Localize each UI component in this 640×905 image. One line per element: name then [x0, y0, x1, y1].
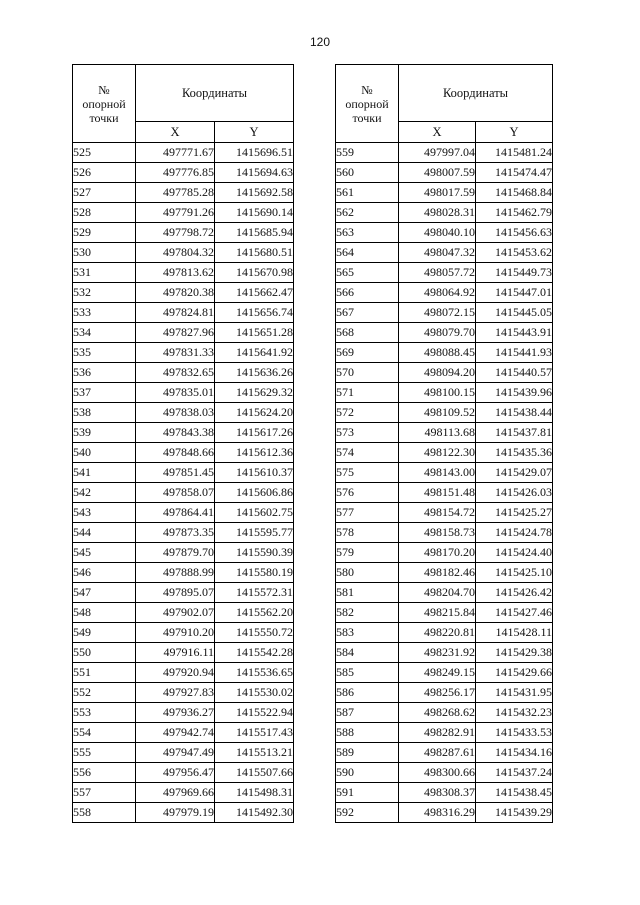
y-coordinate-cell: 1415670.98 [215, 263, 294, 283]
y-coordinate-cell: 1415624.20 [215, 403, 294, 423]
x-coordinate-cell: 497969.66 [136, 783, 215, 803]
point-number-cell: 576 [336, 483, 399, 503]
table-row [73, 343, 294, 363]
x-coordinate-cell: 497771.67 [136, 143, 215, 163]
x-coordinate-cell: 497858.07 [136, 483, 215, 503]
table-row [336, 563, 553, 583]
y-column-header: Y [215, 122, 294, 143]
table-row [336, 643, 553, 663]
x-coordinate-cell: 497864.41 [136, 503, 215, 523]
y-coordinate-cell: 1415690.14 [215, 203, 294, 223]
point-number-cell: 555 [73, 743, 136, 763]
point-number-cell: 566 [336, 283, 399, 303]
table-row [73, 683, 294, 703]
point-number-cell: 591 [336, 783, 399, 803]
x-column-header: X [136, 122, 215, 143]
x-coordinate-cell: 498154.72 [399, 503, 476, 523]
table-row [73, 783, 294, 803]
y-coordinate-cell: 1415447.01 [476, 283, 553, 303]
x-coordinate-cell: 498151.48 [399, 483, 476, 503]
table-row [73, 523, 294, 543]
y-coordinate-cell: 1415513.21 [215, 743, 294, 763]
table-row [73, 763, 294, 783]
table-row [73, 663, 294, 683]
point-number-cell: 586 [336, 683, 399, 703]
table-row [336, 183, 553, 203]
y-coordinate-cell: 1415449.73 [476, 263, 553, 283]
y-coordinate-cell: 1415445.05 [476, 303, 553, 323]
y-coordinate-cell: 1415606.86 [215, 483, 294, 503]
table-row [336, 623, 553, 643]
point-number-cell: 575 [336, 463, 399, 483]
point-number-cell: 546 [73, 563, 136, 583]
point-number-cell: 556 [73, 763, 136, 783]
y-coordinate-cell: 1415462.79 [476, 203, 553, 223]
y-coordinate-cell: 1415427.46 [476, 603, 553, 623]
table-row [336, 783, 553, 803]
table-row [336, 503, 553, 523]
point-number-cell: 557 [73, 783, 136, 803]
table-row [336, 283, 553, 303]
x-coordinate-cell: 497916.11 [136, 643, 215, 663]
table-row [73, 483, 294, 503]
point-number-cell: 535 [73, 343, 136, 363]
table-row [336, 263, 553, 283]
x-coordinate-cell: 498249.15 [399, 663, 476, 683]
y-coordinate-cell: 1415429.38 [476, 643, 553, 663]
y-column-header: Y [476, 122, 553, 143]
x-coordinate-cell: 497927.83 [136, 683, 215, 703]
y-coordinate-cell: 1415426.03 [476, 483, 553, 503]
point-number-cell: 537 [73, 383, 136, 403]
y-coordinate-cell: 1415453.62 [476, 243, 553, 263]
x-coordinate-cell: 497838.03 [136, 403, 215, 423]
point-number-cell: 587 [336, 703, 399, 723]
x-coordinate-cell: 497791.26 [136, 203, 215, 223]
point-number-header-line-1: № [98, 82, 110, 97]
table-row [73, 223, 294, 243]
point-number-cell: 528 [73, 203, 136, 223]
table-row [336, 683, 553, 703]
y-coordinate-cell: 1415696.51 [215, 143, 294, 163]
x-coordinate-cell: 497997.04 [399, 143, 476, 163]
table-row [73, 463, 294, 483]
point-number-cell: 531 [73, 263, 136, 283]
y-coordinate-cell: 1415636.26 [215, 363, 294, 383]
point-number-cell: 534 [73, 323, 136, 343]
y-coordinate-cell: 1415550.72 [215, 623, 294, 643]
x-coordinate-cell: 498256.17 [399, 683, 476, 703]
table-row [73, 803, 294, 823]
x-coordinate-cell: 497785.28 [136, 183, 215, 203]
y-coordinate-cell: 1415498.31 [215, 783, 294, 803]
point-number-cell: 541 [73, 463, 136, 483]
y-coordinate-cell: 1415425.27 [476, 503, 553, 523]
point-number-cell: 551 [73, 663, 136, 683]
y-coordinate-cell: 1415492.30 [215, 803, 294, 823]
table-row [336, 763, 553, 783]
point-number-cell: 561 [336, 183, 399, 203]
page-number: 120 [309, 35, 331, 49]
coordinates-table-left [72, 64, 294, 823]
table-row [336, 423, 553, 443]
table-row [336, 443, 553, 463]
x-coordinate-cell: 498182.46 [399, 563, 476, 583]
point-number-cell: 543 [73, 503, 136, 523]
right-table-body [336, 143, 553, 823]
y-coordinate-cell: 1415680.51 [215, 243, 294, 263]
y-coordinate-cell: 1415617.26 [215, 423, 294, 443]
y-coordinate-cell: 1415572.31 [215, 583, 294, 603]
table-row [336, 323, 553, 343]
table-row [336, 223, 553, 243]
y-coordinate-cell: 1415438.45 [476, 783, 553, 803]
table-row [73, 543, 294, 563]
y-coordinate-cell: 1415629.32 [215, 383, 294, 403]
table-row [336, 723, 553, 743]
x-coordinate-cell: 498113.68 [399, 423, 476, 443]
table-row [73, 443, 294, 463]
point-number-header [336, 65, 399, 143]
x-coordinate-cell: 497888.99 [136, 563, 215, 583]
table-row [73, 703, 294, 723]
y-coordinate-cell: 1415435.36 [476, 443, 553, 463]
x-coordinate-cell: 497843.38 [136, 423, 215, 443]
x-coordinate-cell: 497910.20 [136, 623, 215, 643]
table-row [336, 463, 553, 483]
y-coordinate-cell: 1415439.29 [476, 803, 553, 823]
point-number-cell: 553 [73, 703, 136, 723]
x-coordinate-cell: 498204.70 [399, 583, 476, 603]
y-coordinate-cell: 1415432.23 [476, 703, 553, 723]
y-coordinate-cell: 1415468.84 [476, 183, 553, 203]
x-coordinate-cell: 498109.52 [399, 403, 476, 423]
table-row [73, 583, 294, 603]
point-number-cell: 568 [336, 323, 399, 343]
table-row [73, 363, 294, 383]
y-coordinate-cell: 1415517.43 [215, 723, 294, 743]
table-row [336, 403, 553, 423]
x-coordinate-cell: 497920.94 [136, 663, 215, 683]
point-number-cell: 545 [73, 543, 136, 563]
point-number-cell: 592 [336, 803, 399, 823]
table-row [73, 283, 294, 303]
x-coordinate-cell: 497835.01 [136, 383, 215, 403]
y-coordinate-cell: 1415651.28 [215, 323, 294, 343]
point-number-cell: 542 [73, 483, 136, 503]
x-coordinate-cell: 497776.85 [136, 163, 215, 183]
table-row [336, 143, 553, 163]
point-number-cell: 570 [336, 363, 399, 383]
x-coordinate-cell: 498287.61 [399, 743, 476, 763]
point-number-cell: 572 [336, 403, 399, 423]
point-number-cell: 562 [336, 203, 399, 223]
y-coordinate-cell: 1415595.77 [215, 523, 294, 543]
y-coordinate-cell: 1415641.92 [215, 343, 294, 363]
point-number-cell: 585 [336, 663, 399, 683]
x-coordinate-cell: 498079.70 [399, 323, 476, 343]
point-number-header-line-3: точки [352, 110, 382, 125]
x-coordinate-cell: 498143.00 [399, 463, 476, 483]
table-row [336, 523, 553, 543]
y-coordinate-cell: 1415456.63 [476, 223, 553, 243]
y-coordinate-cell: 1415474.47 [476, 163, 553, 183]
x-coordinate-cell: 498268.62 [399, 703, 476, 723]
point-number-cell: 527 [73, 183, 136, 203]
point-number-cell: 552 [73, 683, 136, 703]
point-number-cell: 529 [73, 223, 136, 243]
x-coordinate-cell: 498007.59 [399, 163, 476, 183]
x-coordinate-cell: 498017.59 [399, 183, 476, 203]
table-row [336, 743, 553, 763]
point-number-cell: 571 [336, 383, 399, 403]
point-number-cell: 533 [73, 303, 136, 323]
x-coordinate-cell: 498047.32 [399, 243, 476, 263]
y-coordinate-cell: 1415425.10 [476, 563, 553, 583]
table-row [336, 243, 553, 263]
y-coordinate-cell: 1415438.44 [476, 403, 553, 423]
point-number-cell: 583 [336, 623, 399, 643]
point-number-header [73, 65, 136, 143]
point-number-cell: 550 [73, 643, 136, 663]
table-row [336, 203, 553, 223]
x-coordinate-cell: 497902.07 [136, 603, 215, 623]
table-row [73, 423, 294, 443]
x-coordinate-cell: 498064.92 [399, 283, 476, 303]
table-row [73, 183, 294, 203]
point-number-cell: 579 [336, 543, 399, 563]
y-coordinate-cell: 1415507.66 [215, 763, 294, 783]
table-row [73, 243, 294, 263]
y-coordinate-cell: 1415441.93 [476, 343, 553, 363]
y-coordinate-cell: 1415612.36 [215, 443, 294, 463]
x-coordinate-cell: 497936.27 [136, 703, 215, 723]
x-coordinate-cell: 498300.66 [399, 763, 476, 783]
y-coordinate-cell: 1415685.94 [215, 223, 294, 243]
y-coordinate-cell: 1415590.39 [215, 543, 294, 563]
x-coordinate-cell: 498057.72 [399, 263, 476, 283]
point-number-cell: 565 [336, 263, 399, 283]
point-number-cell: 544 [73, 523, 136, 543]
x-coordinate-cell: 498231.92 [399, 643, 476, 663]
table-row [336, 583, 553, 603]
y-coordinate-cell: 1415580.19 [215, 563, 294, 583]
x-coordinate-cell: 497873.35 [136, 523, 215, 543]
table-row [336, 663, 553, 683]
x-coordinate-cell: 498072.15 [399, 303, 476, 323]
y-coordinate-cell: 1415602.75 [215, 503, 294, 523]
left-table-body [73, 143, 294, 823]
x-coordinate-cell: 498215.84 [399, 603, 476, 623]
table-row [73, 643, 294, 663]
x-coordinate-cell: 497979.19 [136, 803, 215, 823]
table-row [73, 263, 294, 283]
x-coordinate-cell: 497827.96 [136, 323, 215, 343]
x-coordinate-cell: 497798.72 [136, 223, 215, 243]
y-coordinate-cell: 1415542.28 [215, 643, 294, 663]
table-row [73, 383, 294, 403]
point-number-cell: 549 [73, 623, 136, 643]
point-number-cell: 548 [73, 603, 136, 623]
x-column-header: X [399, 122, 476, 143]
y-coordinate-cell: 1415694.63 [215, 163, 294, 183]
point-number-cell: 580 [336, 563, 399, 583]
x-coordinate-cell: 498028.31 [399, 203, 476, 223]
y-coordinate-cell: 1415562.20 [215, 603, 294, 623]
point-number-header-line-1: № [361, 82, 373, 97]
table-row [336, 303, 553, 323]
x-coordinate-cell: 498316.29 [399, 803, 476, 823]
table-row [73, 623, 294, 643]
y-coordinate-cell: 1415431.95 [476, 683, 553, 703]
table-row [336, 603, 553, 623]
x-coordinate-cell: 497813.62 [136, 263, 215, 283]
y-coordinate-cell: 1415530.02 [215, 683, 294, 703]
table-row [73, 303, 294, 323]
point-number-header-line-2: опорной [345, 96, 389, 111]
x-coordinate-cell: 497848.66 [136, 443, 215, 463]
point-number-cell: 525 [73, 143, 136, 163]
coordinates-header: Координаты [399, 65, 553, 122]
table-row [336, 343, 553, 363]
x-coordinate-cell: 497824.81 [136, 303, 215, 323]
point-number-cell: 581 [336, 583, 399, 603]
y-coordinate-cell: 1415656.74 [215, 303, 294, 323]
y-coordinate-cell: 1415429.07 [476, 463, 553, 483]
point-number-cell: 563 [336, 223, 399, 243]
point-number-cell: 530 [73, 243, 136, 263]
x-coordinate-cell: 497947.49 [136, 743, 215, 763]
x-coordinate-cell: 498100.15 [399, 383, 476, 403]
point-number-cell: 536 [73, 363, 136, 383]
table-row [336, 363, 553, 383]
y-coordinate-cell: 1415536.65 [215, 663, 294, 683]
y-coordinate-cell: 1415434.16 [476, 743, 553, 763]
y-coordinate-cell: 1415426.42 [476, 583, 553, 603]
y-coordinate-cell: 1415424.40 [476, 543, 553, 563]
table-row [336, 803, 553, 823]
y-coordinate-cell: 1415662.47 [215, 283, 294, 303]
table-row [73, 143, 294, 163]
point-number-header-line-2: опорной [82, 96, 126, 111]
point-number-cell: 588 [336, 723, 399, 743]
point-number-cell: 560 [336, 163, 399, 183]
table-row [73, 723, 294, 743]
point-number-cell: 577 [336, 503, 399, 523]
coordinates-header: Координаты [136, 65, 294, 122]
point-number-cell: 538 [73, 403, 136, 423]
x-coordinate-cell: 497851.45 [136, 463, 215, 483]
x-coordinate-cell: 498094.20 [399, 363, 476, 383]
y-coordinate-cell: 1415522.94 [215, 703, 294, 723]
point-number-cell: 532 [73, 283, 136, 303]
y-coordinate-cell: 1415424.78 [476, 523, 553, 543]
point-number-cell: 540 [73, 443, 136, 463]
table-row [73, 203, 294, 223]
point-number-cell: 539 [73, 423, 136, 443]
x-coordinate-cell: 498122.30 [399, 443, 476, 463]
table-row [336, 703, 553, 723]
point-number-cell: 547 [73, 583, 136, 603]
x-coordinate-cell: 498308.37 [399, 783, 476, 803]
y-coordinate-cell: 1415439.96 [476, 383, 553, 403]
y-coordinate-cell: 1415433.53 [476, 723, 553, 743]
point-number-cell: 573 [336, 423, 399, 443]
x-coordinate-cell: 497956.47 [136, 763, 215, 783]
y-coordinate-cell: 1415440.57 [476, 363, 553, 383]
table-row [336, 163, 553, 183]
table-row [73, 323, 294, 343]
point-number-cell: 574 [336, 443, 399, 463]
point-number-header-line-3: точки [89, 110, 119, 125]
x-coordinate-cell: 497832.65 [136, 363, 215, 383]
x-coordinate-cell: 497942.74 [136, 723, 215, 743]
point-number-cell: 558 [73, 803, 136, 823]
x-coordinate-cell: 497820.38 [136, 283, 215, 303]
y-coordinate-cell: 1415481.24 [476, 143, 553, 163]
y-coordinate-cell: 1415429.66 [476, 663, 553, 683]
table-row [73, 743, 294, 763]
y-coordinate-cell: 1415428.11 [476, 623, 553, 643]
table-row [336, 543, 553, 563]
point-number-cell: 554 [73, 723, 136, 743]
x-coordinate-cell: 498040.10 [399, 223, 476, 243]
x-coordinate-cell: 497879.70 [136, 543, 215, 563]
y-coordinate-cell: 1415437.24 [476, 763, 553, 783]
point-number-cell: 526 [73, 163, 136, 183]
point-number-cell: 559 [336, 143, 399, 163]
point-number-cell: 569 [336, 343, 399, 363]
x-coordinate-cell: 498282.91 [399, 723, 476, 743]
point-number-cell: 567 [336, 303, 399, 323]
table-row [73, 163, 294, 183]
y-coordinate-cell: 1415443.91 [476, 323, 553, 343]
table-row [336, 483, 553, 503]
y-coordinate-cell: 1415692.58 [215, 183, 294, 203]
point-number-cell: 578 [336, 523, 399, 543]
point-number-cell: 582 [336, 603, 399, 623]
x-coordinate-cell: 498088.45 [399, 343, 476, 363]
table-row [73, 503, 294, 523]
table-row [73, 403, 294, 423]
table-row [73, 603, 294, 623]
x-coordinate-cell: 497831.33 [136, 343, 215, 363]
x-coordinate-cell: 498220.81 [399, 623, 476, 643]
table-row [336, 383, 553, 403]
x-coordinate-cell: 498158.73 [399, 523, 476, 543]
x-coordinate-cell: 498170.20 [399, 543, 476, 563]
point-number-cell: 589 [336, 743, 399, 763]
x-coordinate-cell: 497895.07 [136, 583, 215, 603]
point-number-cell: 564 [336, 243, 399, 263]
y-coordinate-cell: 1415437.81 [476, 423, 553, 443]
point-number-cell: 584 [336, 643, 399, 663]
point-number-cell: 590 [336, 763, 399, 783]
table-row [73, 563, 294, 583]
x-coordinate-cell: 497804.32 [136, 243, 215, 263]
coordinates-table-right [335, 64, 553, 823]
y-coordinate-cell: 1415610.37 [215, 463, 294, 483]
